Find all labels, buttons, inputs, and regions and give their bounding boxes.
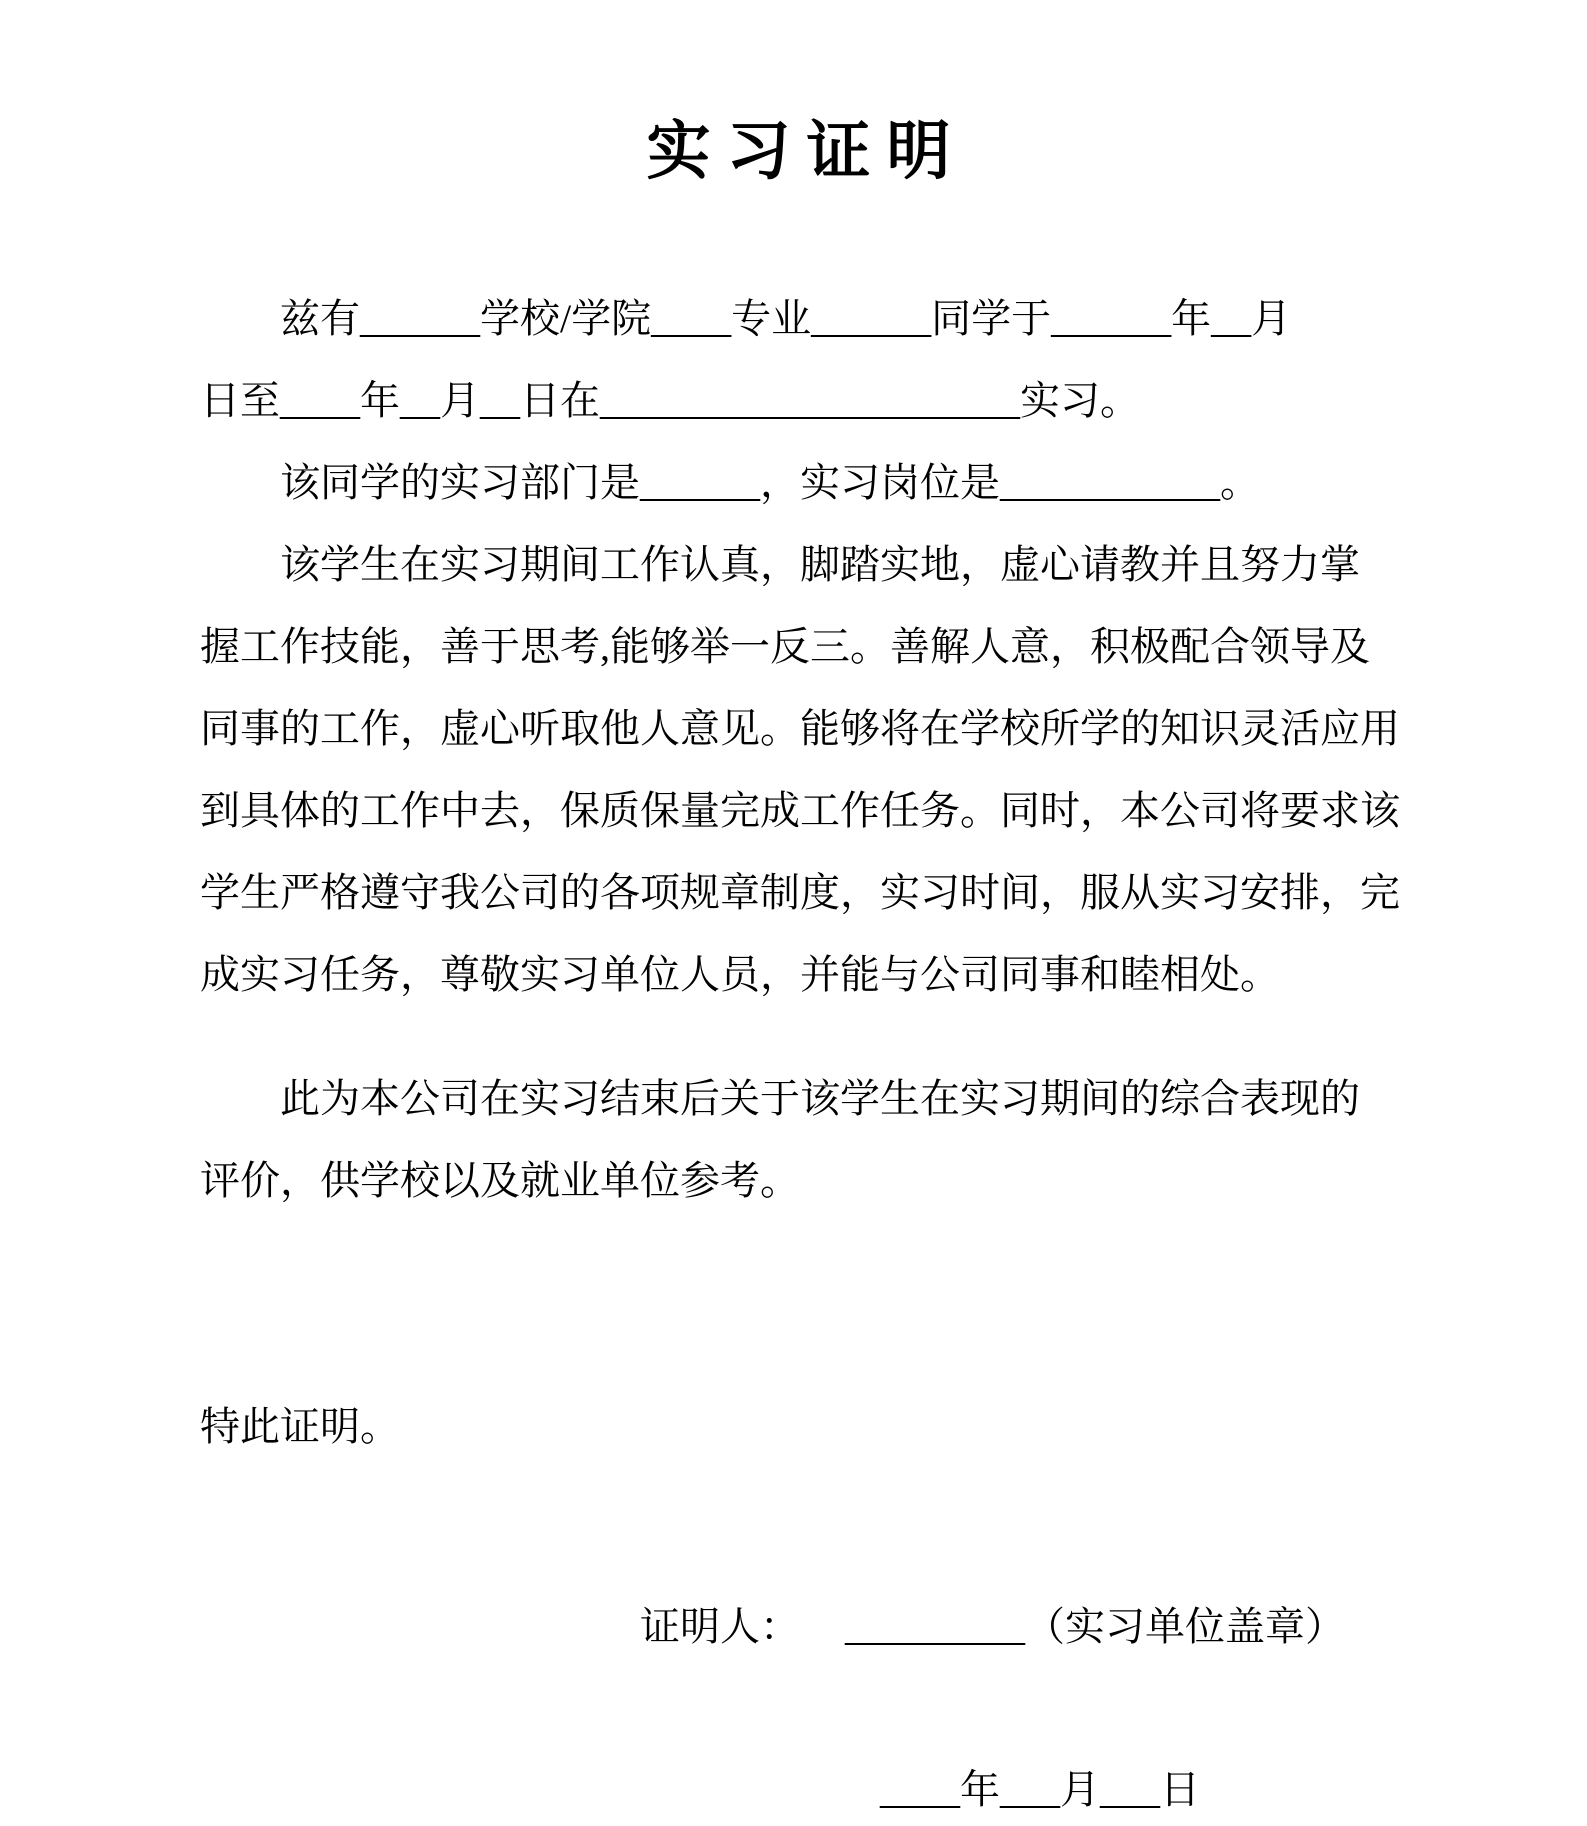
paragraph-line: 同事的工作，虚心听取他人意见。能够将在学校所学的知识灵活应用: [200, 706, 1400, 751]
closing-statement: 特此证明。: [200, 1404, 400, 1449]
signature-label: 证明人：: [640, 1604, 800, 1649]
document-body: [200, 278, 1400, 1826]
paragraph-line: 该同学的实习部门是______，实习岗位是___________。: [280, 460, 1260, 505]
date-line: ____年___月___日: [880, 1767, 1200, 1812]
paragraph-line: 该学生在实习期间工作认真，脚踏实地，虚心请教并且努力掌: [280, 542, 1360, 587]
paragraph-line: 学生严格遵守我公司的各项规章制度，实习时间，服从实习安排，完: [200, 870, 1400, 915]
document-title: 实 习 证 明: [646, 116, 951, 187]
signature-blank: _________: [845, 1604, 1025, 1649]
paragraph-line: 此为本公司在实习结束后关于该学生在实习期间的综合表现的: [280, 1076, 1360, 1121]
paragraph-line: 日至____年__月__日在_____________________实习。: [200, 378, 1140, 423]
paragraph-line: 兹有______学校/学院____专业______同学于______年__月: [280, 296, 1292, 341]
paragraph-line: 成实习任务，尊敬实习单位人员，并能与公司同事和睦相处。: [200, 952, 1280, 997]
paragraph-line: 评价，供学校以及就业单位参考。: [200, 1158, 800, 1203]
paragraph-line: 握工作技能，善于思考,能够举一反三。善解人意，积极配合领导及: [200, 624, 1370, 669]
signature-row: [640, 1586, 1397, 1668]
stamp-note: （实习单位盖章）: [1025, 1604, 1345, 1649]
paragraph-line: 到具体的工作中去，保质保量完成工作任务。同时，本公司将要求该: [200, 788, 1400, 833]
